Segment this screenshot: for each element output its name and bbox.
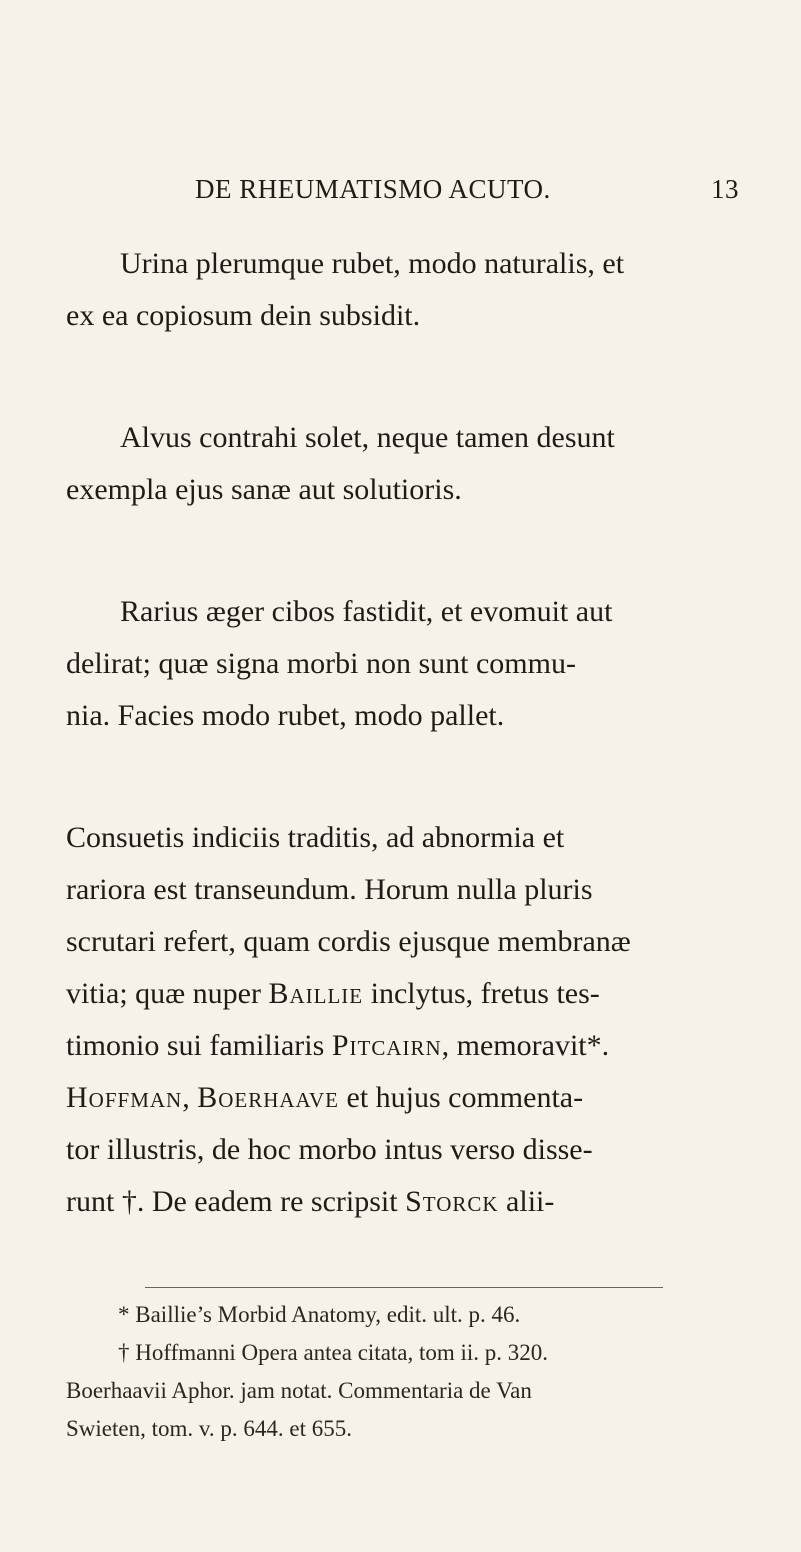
- text-line: nia. Facies modo rubet, modo pallet.: [66, 699, 505, 732]
- text-run: alii-: [498, 1185, 555, 1218]
- text-line: exempla ejus sanæ aut solutioris.: [66, 473, 462, 506]
- footnote: * Baillie’s Morbid Anatomy, edit. ult. p. 46.: [118, 1302, 521, 1327]
- text-line: [66, 1182, 746, 1222]
- text-run: ,: [182, 1081, 198, 1114]
- text-run: timonio sui familiaris: [66, 1029, 332, 1062]
- text-line: tor illustris, de hoc morbo intus verso disse-: [66, 1133, 593, 1166]
- author-name: Baillie: [268, 977, 364, 1010]
- text-run: runt †. De eadem re scripsit: [66, 1185, 406, 1218]
- page-number: 13: [711, 174, 739, 204]
- text-run: , memoravit*.: [441, 1029, 610, 1062]
- text-run: et hujus commenta-: [339, 1081, 584, 1114]
- author-name: Storck: [405, 1185, 499, 1218]
- footnote: † Hoffmanni Opera antea citata, tom ii. p. 320.: [118, 1340, 549, 1365]
- running-header: [0, 174, 801, 214]
- text-line: Rarius æger cibos fastidit, et evomuit aut: [120, 595, 613, 628]
- text-line: ex ea copiosum dein subsidit.: [66, 299, 421, 332]
- text-line: scrutari refert, quam cordis ejusque membranæ: [66, 925, 631, 958]
- text-line: [66, 1026, 746, 1066]
- text-line: [66, 1078, 746, 1118]
- text-line: delirat; quæ signa morbi non sunt commu-: [66, 647, 576, 680]
- text-run: vitia; quæ nuper: [66, 977, 269, 1010]
- text-line: Urina plerumque rubet, modo naturalis, et: [120, 247, 625, 280]
- text-line: Consuetis indiciis traditis, ad abnormia et: [66, 821, 565, 854]
- text-run: inclytus, fretus tes-: [363, 977, 600, 1010]
- header-title: DE RHEUMATISMO ACUTO.: [195, 174, 551, 204]
- author-name: Hoffman: [66, 1081, 183, 1114]
- author-name: Pitcairn: [331, 1029, 442, 1062]
- text-line: Alvus contrahi solet, neque tamen desunt: [120, 421, 615, 454]
- text-line: rariora est transeundum. Horum nulla pluris: [66, 873, 593, 906]
- footnote: Boerhaavii Aphor. jam notat. Commentaria de Van: [66, 1378, 532, 1403]
- footnote-rule: [145, 1287, 663, 1288]
- author-name: Boerhaave: [197, 1081, 339, 1114]
- footnote: Swieten, tom. v. p. 644. et 655.: [66, 1416, 352, 1441]
- text-line: [66, 974, 746, 1014]
